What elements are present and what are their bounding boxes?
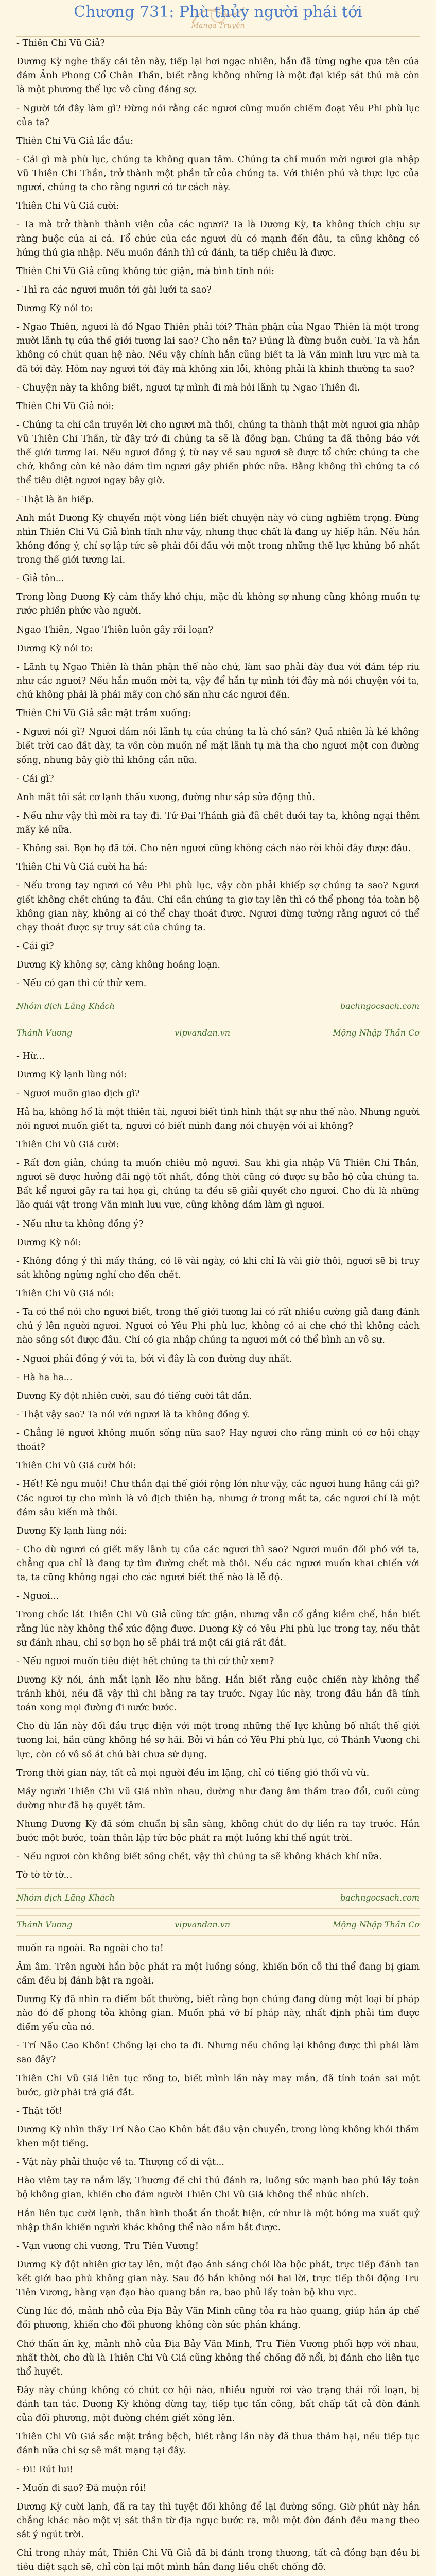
source-band-top	[16, 1915, 420, 1936]
paragraph: Thiên Chi Vũ Giả lắc đầu:	[16, 135, 134, 146]
source-band-text: Mộng Nhập Thần Cơ	[333, 1027, 420, 1038]
paragraph: Âm âm. Trên người hắn bộc phát ra một luồng sóng, khiến bốn cỗ thi thể đang bị giam cầm đều bị đánh bật ra ngoài.	[16, 1961, 420, 1986]
chapter-title: Chương 731: Phù thủy người phái tới	[74, 3, 362, 21]
paragraph: - Ta mà trở thành thành viên của các ngươi? Ta là Dương Kỳ, ta không thích chịu sự ràng buộc của ai cả. Tổ chức của các ngươi dù có mạnh đến đâu, ta cũng không có hứng thú gia nhập. Nếu muốn đánh thì cứ đánh, ta tiếp chiêu là được.	[16, 219, 420, 258]
paragraph: - Thiên Chi Vũ Giả?	[16, 38, 105, 48]
paragraph: Trong chốc lát Thiên Chi Vũ Giả cũng tức giận, nhưng vẫn cố gắng kiềm chế, hắn biết rằng lúc này không thể xúc động được. Dương Kỳ có Yêu Phi phù lục trong tay, nếu thật sự đánh nhau, chỉ sợ bọn họ sẽ phải trả một cái giá rất đắt.	[16, 1609, 420, 1648]
paragraph: Thiên Chi Vũ Giả cười:	[16, 201, 119, 212]
paragraph: - Nếu ngươi muốn tiêu diệt hết chúng ta thì cứ thử xem?	[16, 1656, 274, 1667]
paragraph: Hào viêm tay ra nắm lấy, Thương đế chỉ thủ đánh ra, luồng sức mạnh bao phủ lấy toàn bộ không gian, khiến cho đám người Thiên Chi Vũ Giả không thể nhúc nhích.	[16, 2176, 420, 2200]
paragraph: Hắn liên tục cười lạnh, thân hình thoắt ẩn thoắt hiện, cứ như là một bóng ma xuất quỷ nhập thần khiến người khác không thể nào nắm bắt được.	[16, 2208, 420, 2233]
source-band-text: bachngocsach.com	[340, 1001, 420, 1011]
paragraph: Cùng lúc đó, mảnh nhỏ của Địa Bảy Văn Minh cũng tỏa ra hào quang, giúp hắn áp chế đối phương, khiến cho đối phương không còn sức phản kháng.	[16, 2306, 420, 2331]
paragraph: - Nếu như ta không đồng ý?	[16, 1218, 144, 1229]
paragraph: Thiên Chi Vũ Giả sắc mặt trầm xuống:	[16, 708, 191, 719]
paragraph: Chỉ trong nháy mắt, Thiên Chi Vũ Giả đã bị đánh trọng thương, tất cả đồng bạn đều bị tiêu diệt sạch sẽ, chỉ còn lại một mình hắn đang liều chết chống đỡ.	[16, 2548, 420, 2573]
paragraph: Thiên Chi Vũ Giả nói:	[16, 401, 114, 412]
paragraph: Thiên Chi Vũ Giả cũng không tức giận, mà bình tĩnh nói:	[16, 266, 274, 277]
paragraph: Trong lòng Dương Kỳ cảm thấy khó chịu, mặc dù không sợ nhưng cũng không muốn tự rước phiền phức vào người.	[16, 592, 420, 617]
paragraph: - Rất đơn giản, chúng ta muốn chiêu mộ ngươi. Sau khi gia nhập Vũ Thiên Chi Thần, ngươi sẽ được hưởng đãi ngộ tốt nhất, đồng thời cũng có được sự bảo hộ của chúng ta. Bất kể ngươi gây ra tai họa gì, chúng ta đều sẽ giải quyết cho ngươi. Cho dù là những lão quái vật trong Văn minh lưu vực, cũng không dám làm gì ngươi.	[16, 1158, 420, 1211]
paragraph: Dương Kỳ nói:	[16, 1237, 81, 1248]
source-band-top	[16, 1023, 420, 1043]
paragraph: - Giả tôn...	[16, 573, 64, 584]
paragraph: Thiên Chi Vũ Giả cười:	[16, 1139, 119, 1150]
source-band-text: Thánh Vương	[16, 1920, 73, 1930]
paragraph: - Ngươi phải đồng ý với ta, bởi vì đây là con đường duy nhất.	[16, 1353, 292, 1364]
paragraph: Đây này chúng không có chút cơ hội nào, nhiều người rơi vào trạng thái rối loạn, bị đánh tan tác. Dương Kỳ không dừng tay, tiếp tục tấn công, bất chấp tất cả đòn đánh của đối phương, một đường chém giết xông lên.	[16, 2385, 420, 2424]
paragraph: - Ngươi...	[16, 1591, 59, 1602]
source-band-bottom	[16, 996, 420, 1016]
paragraph: Dương Kỳ đã nhìn ra điểm bất thường, biết rằng bọn chúng đang dùng một loại bí pháp nào đó để phong tỏa không gian. Muốn phá vỡ bí pháp này, nhất định phải tìm được điểm yếu của nó.	[16, 1994, 420, 2033]
paragraph: Dương Kỳ đột nhiên cười, sau đó tiếng cười tắt dần.	[16, 1391, 252, 1401]
paragraph: - Thật là ăn hiếp.	[16, 494, 94, 505]
source-band-text: Mộng Nhập Thần Cơ	[333, 1920, 420, 1930]
source-band-text: vipvandan.vn	[175, 1920, 231, 1930]
paragraph: Dương Kỳ không sợ, càng không hoảng loạn.	[16, 960, 220, 970]
source-band-text: Nhóm dịch Lãng Khách	[16, 1001, 115, 1011]
paragraph: - Thật vậy sao? Ta nói với ngươi là ta không đồng ý.	[16, 1409, 250, 1420]
paragraph: - Đi! Rút lui!	[16, 2464, 74, 2475]
paragraph: Dương Kỳ nói to:	[16, 303, 93, 314]
paragraph: - Hà ha ha...	[16, 1372, 73, 1383]
paragraph: - Cho dù ngươi có giết mấy lãnh tụ của các ngươi thì sao? Ngươi muốn đối phó với ta, chẳng qua chỉ là đang tự tìm đường chết mà thôi. Nếu các ngươi muốn khai chiến với ta, ta cũng không ngại cho các ngươi biết thế nào là lễ độ.	[16, 1544, 420, 1583]
paragraph: - Không sai. Bọn họ đã tới. Cho nên ngươi cũng không cách nào rời khỏi đây được đâu.	[16, 843, 411, 854]
paragraph: - Người tới đây làm gì? Đừng nói rằng các ngươi cũng muốn chiếm đoạt Yêu Phi phù lục của ta?	[16, 103, 420, 128]
paragraph: - Cái gì?	[16, 773, 54, 784]
paragraph: Tờ tờ tờ tờ...	[16, 1870, 73, 1881]
paragraph: - Ta có thể nói cho ngươi biết, trong thế giới tương lai có rất nhiều cường giả đang đánh chủ ý lên người ngươi. Ngươi có Yêu Phi phù lục, không có ai che chở thì không cách nào sống sót được đâu. Chỉ có gia nhập chúng ta ngươi mới có thể bình an vô sự.	[16, 1307, 420, 1346]
paragraph: Dương Kỳ nói, ánh mắt lạnh lẽo như băng. Hắn biết rằng cuộc chiến này không thể tránh khỏi, nếu đã vậy thì chi bằng ra tay trước. Ngay lúc này, trong đầu hắn đã tính toán xong mọi đường đi nước bước.	[16, 1674, 420, 1714]
paragraph: Dương Kỳ nói to:	[16, 643, 93, 654]
paragraph: - Ngươi muốn giao dịch gì?	[16, 1088, 140, 1099]
paragraph: Dương Kỳ nghe thấy cái tên này, tiếp lại hơi ngạc nhiên, hắn đã từng nghe qua tên của đám Ảnh Phong Cổ Chân Thần, biết rằng không những là một đại kiếp sát thủ mà còn là một phương thế lực vô cùng đáng sợ.	[16, 57, 420, 95]
paragraph: Thiên Chi Vũ Giả cười hỏi:	[16, 1461, 136, 1471]
paragraph: - Thật tốt!	[16, 2106, 63, 2116]
paragraph: Nhưng Dương Kỳ đã sớm chuẩn bị sẵn sàng, không chút do dự liền ra tay trước. Hắn bước một bước, toàn thân lập tức bộc phát ra một luồng khí thế ngút trời.	[16, 1819, 420, 1844]
paragraph: - Vạn vương chi vương, Tru Tiên Vương!	[16, 2241, 199, 2251]
paragraph: Hả ha, không hổ là một thiên tài, ngươi biết tình hình thật sự như thế nào. Nhưng người nói ngươi muốn giết ta, ngươi có biết mình đang nói chuyện với ai không?	[16, 1107, 420, 1131]
paragraph: - Muốn đi sao? Đã muộn rồi!	[16, 2483, 147, 2494]
paragraph: Ngao Thiên, Ngao Thiên luôn gây rối loạn?	[16, 624, 213, 635]
paragraph: - Chuyện này ta không biết, ngươi tự mình đi mà hỏi lãnh tụ Ngao Thiên đi.	[16, 382, 360, 393]
paragraph: - Ngươi nói gì? Ngươi dám nói lãnh tụ của chúng ta là chó săn? Quả nhiên là kẻ không biết trời cao đất dày, ta vốn còn muốn nể mặt lãnh tụ mà tha cho ngươi một con đường sống, nhưng bây giờ thì không cần nữa.	[16, 727, 420, 766]
paragraph: Thiên Chi Vũ Giả liên tục rống to, biết mình lần này may mắn, đã tính toán sai một bước, giờ phải trả giá đắt.	[16, 2073, 420, 2098]
paragraph: - Hết! Kẻ ngu muội! Chư thần đại thế giới rộng lớn như vậy, các ngươi hung hăng cái gì? Các ngươi tự cho mình là vô địch thiên hạ, nhưng ở trong mắt ta, các ngươi chỉ là một đám sâu kiến mà thôi.	[16, 1479, 420, 1518]
paragraph: - Hừ...	[16, 1051, 45, 1062]
paragraph: Dương Kỳ cười lạnh, đã ra tay thì tuyệt đối không để lại đường sống. Giờ phút này hắn chẳng khác nào một vị sát thần từ địa ngục bước ra, mỗi một đòn đánh đều mang theo sát ý ngút trời.	[16, 2501, 420, 2540]
source-band-bottom	[16, 1888, 420, 1909]
paragraph: - Nếu trong tay ngươi có Yêu Phi phù lục, vậy còn phải khiếp sợ chúng ta sao? Ngươi giết không chết chúng ta đâu. Chỉ cần chúng ta giơ tay lên thì có thể phong tỏa toàn bộ không gian này, không ai có thể chạy thoát được. Ngươi đừng tưởng rằng ngươi có thể chạy thoát được sự truy sát của chúng ta.	[16, 880, 420, 933]
paragraph: - Cái gì mà phù lục, chúng ta không quan tâm. Chúng ta chỉ muốn mời ngươi gia nhập Vũ Thiên Chi Thần, trở thành một phần tử của chúng ta. Với thiên phú và thực lực của ngươi, chúng ta cho rằng ngươi có tư cách này.	[16, 154, 420, 193]
paragraph: Anh mắt Dương Kỳ chuyển một vòng liền biết chuyện này vô cùng nghiêm trọng. Đừng nhìn Thiên Chi Vũ Giả bình tĩnh như vậy, nhưng thực chất là đang uy hiếp hắn. Nếu hắn không đồng ý, chỉ sợ lập tức sẽ phải đối đầu với một trong những thế lực khủng bố nhất trong thế giới tương lai.	[16, 513, 420, 565]
paragraph: Trong thời gian này, tất cả mọi người đều im lặng, chỉ có tiếng gió thổi vù vù.	[16, 1768, 370, 1778]
paragraph: - Chẳng lẽ ngươi không muốn sống nữa sao? Hay ngươi cho rằng mình có cơ hội chạy thoát?	[16, 1428, 420, 1453]
paragraph: Anh mắt tôi sắt cơ lạnh thấu xương, đường như sắp sửa động thủ.	[16, 792, 316, 803]
paragraph: Dương Kỳ đột nhiên giơ tay lên, một đạo ánh sáng chói lòa bộc phát, trực tiếp đánh tan kết giới bao phủ không gian này. Sau đó hắn không nói hai lời, trực tiếp thôi động Tru Tiên Vương, hàng vạn đạo hào quang bắn ra, bao phủ lấy toàn bộ khu vực.	[16, 2259, 420, 2298]
source-band-text: Nhóm dịch Lãng Khách	[16, 1893, 115, 1903]
paragraph: Cho dù lần này đối đầu trực diện với một trong những thế lực khủng bố nhất thế giới tương lai, hắn cũng không hề sợ hãi. Bởi vì hắn có Yêu Phi phù lục, có Thánh Vương chi lực, còn có vô số át chủ bài chưa sử dụng.	[16, 1721, 420, 1760]
paragraph: Dương Kỳ lạnh lùng nói:	[16, 1070, 127, 1080]
paragraph: Thiên Chi Vũ Giả nói:	[16, 1289, 114, 1299]
paragraph: - Nếu ngươi còn không biết sống chết, vậy thì chúng ta sẽ không khách khí nữa.	[16, 1852, 382, 1862]
paragraph: Thiên Chi Vũ Giả cười ha hả:	[16, 862, 148, 873]
chapter-header	[16, 0, 420, 37]
watermark-text: Manga Truyện	[191, 22, 245, 30]
source-band-text: Thánh Vương	[16, 1027, 73, 1038]
source-band-text: vipvandan.vn	[175, 1027, 231, 1038]
paragraph: - Vật này phải thuộc về ta. Thượng cổ di vật...	[16, 2157, 224, 2168]
paragraph: - Ngao Thiên, ngươi là đồ Ngao Thiên phải tới? Thân phận của Ngao Thiên là một trong mười lãnh tụ của thế giới tương lai sao? Cho nên ta? Đúng là đừng buồn cười. Ta và hắn không có chút quan hệ nào. Nếu vậy chính hắn cũng biết ta là Văn minh lưu vực mà ta đã tới đây. Hôm nay ngươi tới đây mà không xin lỗi, không phải là khinh thường ta sao?	[16, 322, 420, 375]
paragraph: Dương Kỳ lạnh lùng nói:	[16, 1526, 127, 1536]
paragraph: - Không đồng ý thì mấy tháng, có lẽ vài ngày, có khi chỉ là vài giờ thôi, ngươi sẽ bị truy sát không ngừng nghỉ cho đến chết.	[16, 1256, 420, 1280]
paragraph: - Chúng ta chỉ cần truyền lời cho ngươi mà thôi, chúng ta thành thật mời ngươi gia nhập Vũ Thiên Chi Thần, từ đây trở đi chúng ta sẽ là đồng bạn. Chúng ta đã thông báo với thế giới tương lai. Nếu ngươi đồng ý, từ nay về sau ngươi sẽ được tổ chức chúng ta che chở, không còn kẻ nào dám tìm ngươi gây phiền phức nữa. Bằng không thì chúng ta có thể tiêu diệt ngươi ngay bây giờ.	[16, 419, 420, 486]
paragraph: - Nếu có gan thì cứ thử xem.	[16, 978, 147, 989]
paragraph: Chớ thấn ấn kỵ, mảnh nhỏ của Địa Bảy Văn Minh, Tru Tiên Vương phối hợp với nhau, nhất thời, cho dù là Thiên Chi Vũ Giả cũng không thể chống đỡ nổi, bị đánh cho liên tục thổ huyết.	[16, 2338, 420, 2377]
paragraph: - Trí Não Cao Khôn! Chống lại cho ta đi. Nhưng nếu chống lại không được thì phải làm sao đây?	[16, 2041, 420, 2065]
paragraph: Dương Kỳ nhìn thấy Trí Não Cao Khôn bắt đầu vận chuyển, trong lòng không khỏi thầm khen một tiếng.	[16, 2124, 420, 2149]
chapter-content	[16, 37, 420, 2576]
paragraph: - Thì ra các ngươi muốn tới gài lưới ta sao?	[16, 284, 212, 295]
paragraph: Mấy người Thiên Chi Vũ Giả nhìn nhau, dường như đang âm thầm trao đổi, cuối cùng dường như đã hạ quyết tâm.	[16, 1786, 420, 1811]
paragraph: Thiên Chi Vũ Giả sắc mặt trắng bệch, biết rằng lần này đã thua thảm hại, nếu tiếp tục đánh nữa chỉ sợ sẽ mất mạng tại đây.	[16, 2432, 420, 2456]
paragraph: - Nếu như vậy thì mời ra tay đi. Tứ Đại Thánh giả đã chết dưới tay ta, không ngại thêm mấy kẻ nữa.	[16, 810, 420, 835]
paragraph: - Cái gì?	[16, 941, 54, 952]
paragraph: - Lãnh tụ Ngao Thiên là thân phận thế nào chứ, làm sao phải đày đưa với đám tép riu như các ngươi? Nếu hắn muốn mời ta, vậy để hắn tự mình tới đây mà nói chuyện với ta, chứ không phải là phái mấy con chó săn như các ngươi đến.	[16, 662, 420, 700]
paragraph: muốn ra ngoài. Ra ngoài cho ta!	[16, 1943, 164, 1954]
source-band-text: bachngocsach.com	[340, 1893, 420, 1903]
